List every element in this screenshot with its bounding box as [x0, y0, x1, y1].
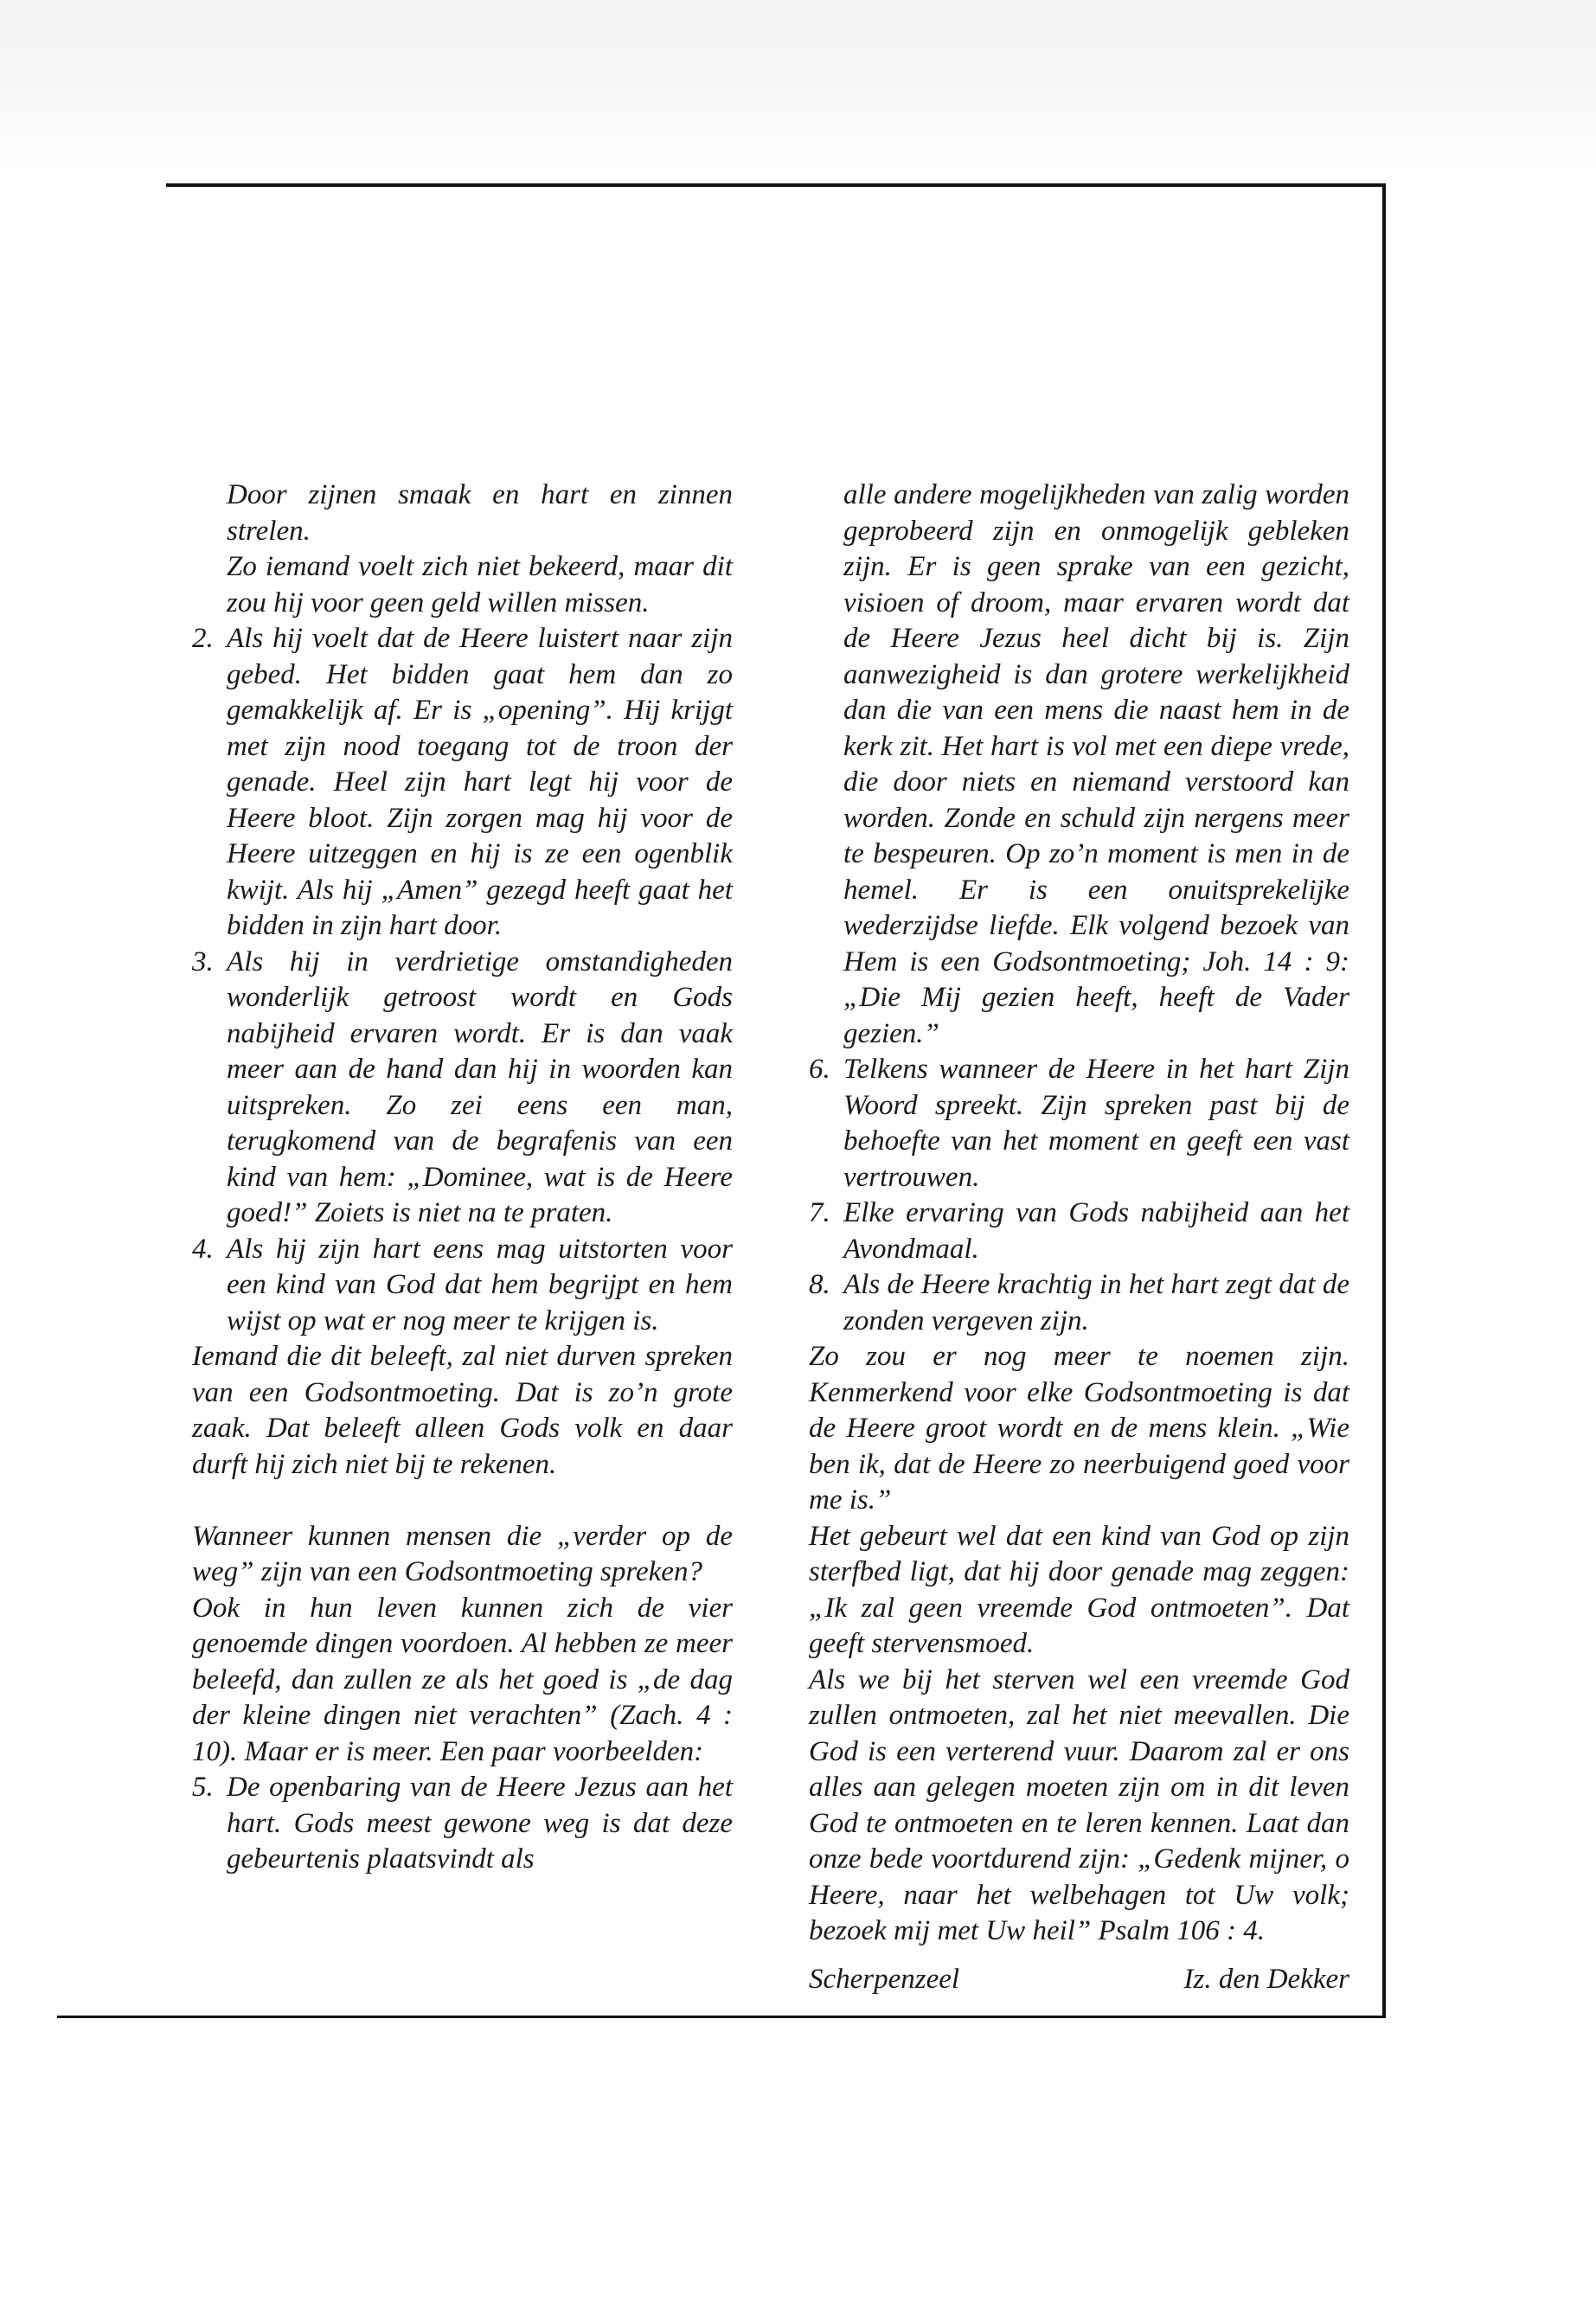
paragraph-gap [192, 1483, 733, 1519]
item-number: 5. [192, 1772, 214, 1803]
frame-rule-right [1382, 183, 1386, 2017]
list-item-6 [809, 1052, 1349, 1195]
signature-line [809, 1964, 1349, 1996]
item-number: 3. [192, 945, 214, 977]
item-number: 2. [192, 623, 214, 654]
continuation-text: alle andere mogelijkheden van zalig worden geprobeerd zijn en onmogelijk gebleken zijn. Er is geen sprake van een gezicht, visioen of droom, maar ervaren wordt dat de Heere Jezus heel dicht bij is. Zijn aanwezigheid is dan grotere werkelijkheid dan die van een mens die naast hem in de kerk zit. Het hart is vol met een diepe vrede, die door niets en niemand verstoord kan worden. Zonde en schuld zijn nergens meer te bespeuren. Op zo’n moment is men in de hemel. Er is een onuitsprekelijke wederzijdse liefde. Elk volgend bezoek van Hem is een Godsontmoeting; Joh. 14 : 9: „Die Mij gezien heeft, heeft de Vader gezien.” [843, 479, 1349, 1049]
item-text: Telkens wanneer de Heere in het hart Zijn Woord spreekt. Zijn spreken past bij de behoefte van het moment en geeft een vast vertrouwen. [843, 1054, 1349, 1193]
question-paragraph: Wanneer kunnen mensen die „verder op de weg” zijn van een Godsontmoeting spreken? [192, 1520, 733, 1587]
answer-paragraph: Ook in hun leven kunnen zich de vier genoemde dingen voordoen. Al hebben ze meer beleefd, dan zullen ze als het goed is „de dag der kleine dingen niet verachten” (Zach. 4 : 10). Maar er is meer. Een paar voorbeelden: [192, 1592, 733, 1767]
item-number: 8. [809, 1269, 830, 1300]
item-text: Als hij voelt dat de Heere luistert naar zijn gebed. Het bidden gaat hem dan zo gemakkelijk af. Er is „opening”. Hij krijgt met zijn nood toegang tot de troon der genade. Heel zijn hart legt hij voor de Heere bloot. Zijn zorgen mag hij voor de Heere uitzeggen en hij is ze een ogenblik kwijt. Als hij „Amen” gezegd heeft gaat het bidden in zijn hart door. [227, 623, 733, 941]
signature-place: Scherpenzeel [809, 1964, 960, 1995]
list-item-5 [192, 1770, 733, 1878]
list-item-2 [192, 621, 733, 945]
list-item-4 [192, 1232, 733, 1340]
item-text: Elke ervaring van Gods nabijheid aan het Avondmaal. [843, 1197, 1349, 1265]
signature-author: Iz. den Dekker [1183, 1964, 1349, 1995]
intro-text-2: Zo iemand voelt zich niet bekeerd, maar dit zou hij voor geen geld willen missen. [227, 551, 733, 619]
list-item-8 [809, 1267, 1349, 1339]
paragraph-3: Als we bij het sterven wel een vreemde God zullen ontmoeten, zal het niet meevallen. Die God is een verterend vuur. Daarom zal er ons alles aan gelegen moeten zijn om in dit leven God te ontmoeten en te leren kennen. Laat dan onze bede voortdurend zijn: „Gedenk mijner, o Heere, naar het welbehagen tot Uw volk; bezoek mij met Uw heil” Psalm 106 : 4. [809, 1663, 1349, 1946]
item-text: De openbaring van de Heere Jezus aan het hart. Gods meest gewone weg is dat deze gebeurtenis plaatsvindt als [227, 1772, 733, 1875]
right-column [809, 478, 1349, 1950]
intro-text: Door zijnen smaak en hart en zinnen strelen. [227, 479, 733, 547]
paragraph-after-list: Iemand die dit beleeft, zal niet durven spreken van een Godsontmoeting. Dat is zo’n grote zaak. Dat beleeft alleen Gods volk en daar durft hij zich niet bij te rekenen. [192, 1341, 733, 1480]
item-text: Als de Heere krachtig in het hart zegt dat de zonden vergeven zijn. [843, 1269, 1349, 1336]
item-number: 6. [809, 1054, 830, 1085]
frame-rule-bottom [57, 2016, 1386, 2018]
left-column [192, 478, 733, 1878]
frame-rule-top [166, 183, 1386, 187]
item-number: 7. [809, 1197, 830, 1228]
list-item-7 [809, 1195, 1349, 1267]
list-item-3 [192, 945, 733, 1232]
item-text: Als hij zijn hart eens mag uitstorten voor een kind van God dat hem begrijpt en hem wijst op wat er nog meer te krijgen is. [227, 1233, 733, 1336]
paragraph-2: Het gebeurt wel dat een kind van God op zijn sterfbed ligt, dat hij door genade mag zeggen: „Ik zal geen vreemde God ontmoeten”. Dat geeft stervensmoed. [809, 1520, 1349, 1659]
scan-shadow [0, 0, 1596, 173]
paragraph-1: Zo zou er nog meer te noemen zijn. Kenmerkend voor elke Godsontmoeting is dat de Heere groot wordt en de mens klein. „Wie ben ik, dat de Heere zo neerbuigend goed voor me is.” [809, 1341, 1349, 1516]
item-text: Als hij in verdrietige omstandigheden wonderlijk getroost wordt en Gods nabijheid ervaren wordt. Er is dan vaak meer aan de hand dan hij in woorden kan uitspreken. Zo zei eens een man, terugkomend van de begrafenis van een kind van hem: „Dominee, wat is de Heere goed!” Zoiets is niet na te praten. [227, 945, 733, 1228]
item-number: 4. [192, 1233, 214, 1265]
